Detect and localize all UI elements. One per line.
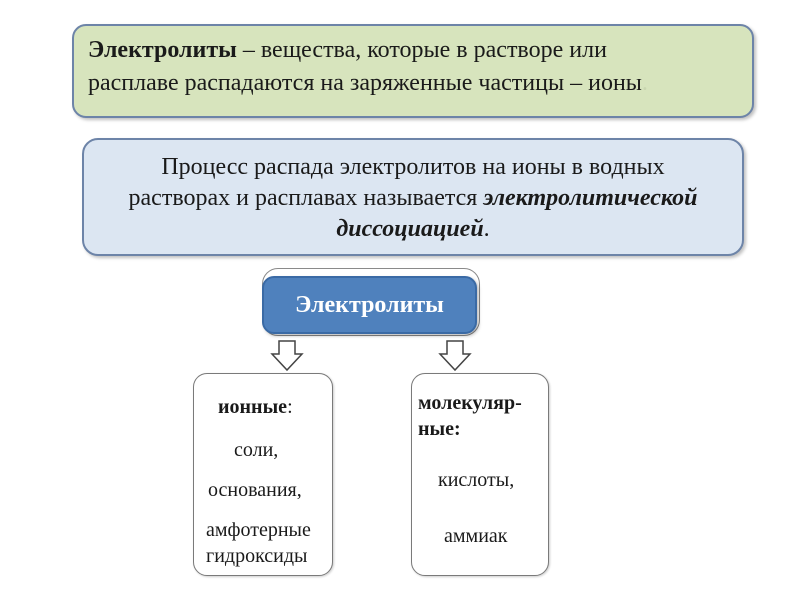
ionic-item-hydroxides: гидроксиды <box>206 545 308 567</box>
definition-text-2: расплаве распадаются на заряженные частицы – ионы <box>88 70 642 96</box>
definition-term: Электролиты <box>88 37 237 63</box>
ionic-item-salts: соли, <box>234 439 279 461</box>
process-term-2: диссоциацией <box>336 216 484 242</box>
process-line-1: Процесс распада электролитов на ионы в водных <box>161 154 665 180</box>
ionic-item-bases: основания, <box>208 479 302 501</box>
molecular-header-line-1: молекуляр- <box>418 392 522 414</box>
definition-box <box>72 24 754 118</box>
definition-end-mark: . <box>641 70 648 96</box>
ionic-header <box>218 394 293 420</box>
process-line-2 <box>100 183 726 214</box>
process-box <box>82 138 744 256</box>
classification-title <box>262 276 477 334</box>
arrow-down-left-icon <box>270 340 304 372</box>
ionic-header-colon: : <box>287 396 293 418</box>
ionic-item-amphoteric: амфотерные <box>206 519 311 541</box>
definition-line-2 <box>88 67 738 100</box>
molecular-header-line-2: ные: <box>418 418 461 440</box>
process-text-2: растворах и расплавах называется <box>128 185 484 211</box>
ionic-header-text: ионные <box>218 396 288 418</box>
process-end: . <box>483 216 490 242</box>
definition-text-1: – вещества, которые в растворе или <box>236 37 607 63</box>
definition-line-1 <box>88 34 738 67</box>
molecular-item-acids: кислоты, <box>438 469 515 491</box>
molecular-item-ammonia: аммиак <box>444 525 508 547</box>
classification-title-text: Электролиты <box>295 291 444 318</box>
process-term-1: электролитической <box>483 185 698 211</box>
molecular-box <box>411 373 549 576</box>
arrow-down-right-icon <box>438 340 472 372</box>
process-line-3 <box>100 214 726 245</box>
ionic-box <box>193 373 333 576</box>
